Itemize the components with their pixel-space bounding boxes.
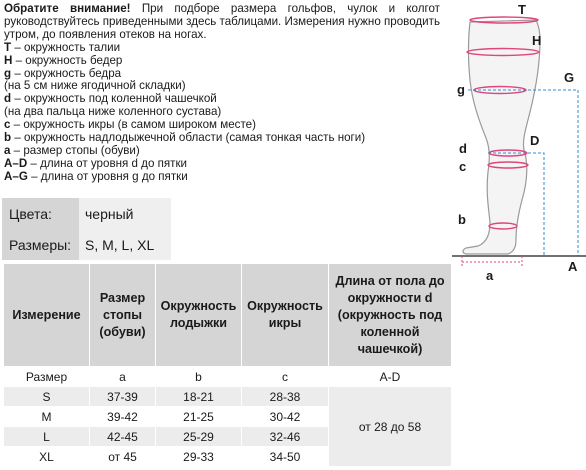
table-header-row [4, 264, 452, 367]
table-cell: M [4, 407, 90, 427]
table-subheader-row [4, 367, 452, 387]
table-row [4, 387, 452, 407]
header-foot-size: Размер стопы (обуви) [90, 264, 156, 367]
label-a: a [486, 268, 494, 283]
table-cell: XL [4, 447, 90, 467]
sizes-row [2, 229, 171, 260]
label-t: T [518, 2, 526, 17]
instructions-paragraph [4, 3, 440, 42]
table-cell: 21-25 [156, 407, 242, 427]
table-cell: c [242, 367, 329, 387]
legend-item: (на два пальца ниже коленного сустава) [4, 105, 222, 119]
table-cell: a [90, 367, 156, 387]
label-d: d [459, 141, 467, 156]
header-calf: Окружность икры [242, 264, 329, 367]
measurement-instructions [4, 3, 440, 184]
label-d-upper: D [530, 133, 540, 148]
legend-item: d – окружность под коленной чашечкой [4, 92, 217, 106]
table-cell: 25-29 [156, 427, 242, 447]
attention-label: Обратите внимание! [4, 2, 131, 15]
table-cell: Размер [4, 367, 90, 387]
legend-item: g – окружность бедра [4, 66, 122, 80]
length-range-cell: от 28 до 58 [329, 387, 452, 467]
label-h: H [532, 33, 542, 48]
table-cell: 39-42 [90, 407, 156, 427]
table-cell: 28-38 [242, 387, 329, 407]
legend-item: a – размер стопы (обуви) [4, 143, 140, 157]
label-c: c [459, 159, 467, 174]
table-cell: 29-33 [156, 447, 242, 467]
header-measurement: Измерение [4, 264, 90, 367]
color-value: черный [79, 198, 171, 229]
product-info-table [2, 198, 171, 260]
leg-measurement-diagram [448, 0, 586, 290]
label-g: g [457, 82, 465, 97]
table-cell: 18-21 [156, 387, 242, 407]
table-cell: 42-45 [90, 427, 156, 447]
sizes-value: S, M, L, XL [79, 229, 171, 260]
header-ankle: Окружность лодыжки [156, 264, 242, 367]
legend-item: A–D – длина от уровня d до пятки [4, 156, 188, 170]
size-chart-table [3, 263, 452, 467]
label-b: b [458, 212, 466, 227]
table-cell: 37-39 [90, 387, 156, 407]
legend-item: b – окружность надлодыжечной области (самая тонкая часть ноги) [4, 131, 366, 145]
table-cell: 34-50 [242, 447, 329, 467]
table-cell: от 45 [90, 447, 156, 467]
color-label: Цвета: [2, 198, 79, 229]
table-cell: S [4, 387, 90, 407]
table-cell: A-D [329, 367, 452, 387]
label-g-upper: G [564, 70, 575, 85]
legend-item: c – окружность икры (в самом широком месте) [4, 118, 256, 132]
table-cell: b [156, 367, 242, 387]
table-cell: L [4, 427, 90, 447]
table-cell: 30-42 [242, 407, 329, 427]
legend-list [4, 42, 440, 184]
table-cell: 32-46 [242, 427, 329, 447]
sizes-label: Размеры: [2, 229, 79, 260]
legend-item: T – окружность талии [4, 40, 121, 54]
color-row [2, 198, 171, 229]
legend-item: (на 5 см ниже ягодичной складки) [4, 79, 186, 93]
header-length: Длина от пола до окружности d (окружность под коленной чашечкой) [329, 264, 452, 367]
label-a-upper: A [568, 259, 578, 274]
leg-illustration [448, 0, 586, 290]
legend-item: H – окружность бедер [4, 53, 123, 67]
legend-item: A–G – длина от уровня g до пятки [4, 169, 188, 183]
instructions-text: При подборе размера гольфов, чулок и колгот руководствуйтесь приведенными здесь таблицами. Измерения нужно проводить утром, до появления отеков на ногах. [4, 2, 440, 41]
